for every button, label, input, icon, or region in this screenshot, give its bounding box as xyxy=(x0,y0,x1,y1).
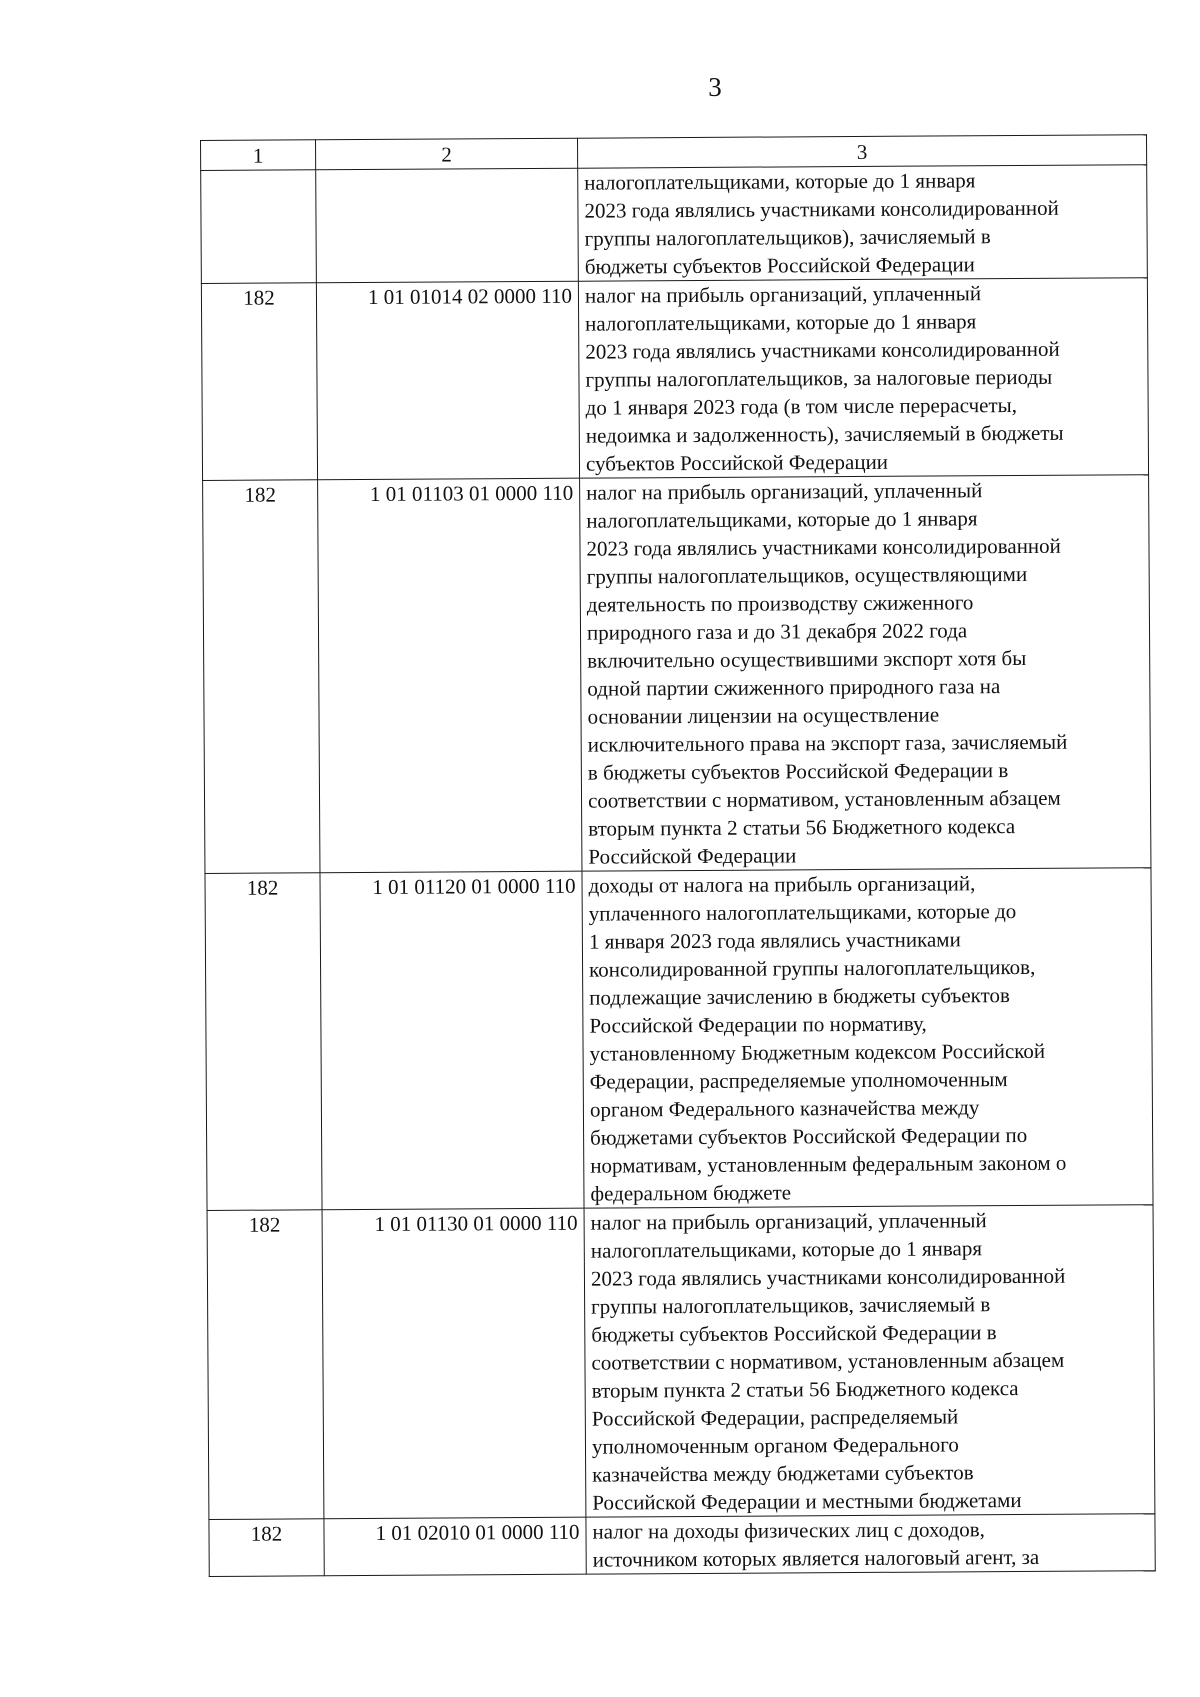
description-line: уполномоченным органом Федерального xyxy=(591,1432,959,1459)
description-line: группы налогоплательщиков), зачисляемый в xyxy=(584,224,991,251)
description-line: одной партии сжиженного природного газа на xyxy=(587,674,1001,701)
table-body xyxy=(201,165,1156,1577)
description-line: налогоплательщиками, которые до 1 января xyxy=(585,309,977,336)
description-line: установленному Бюджетным кодексом Российской xyxy=(589,1038,1046,1066)
description-line: соответствии с нормативом, установленным абзацем xyxy=(587,785,1061,813)
description-line: включительно осуществившими экспорт хотя бы xyxy=(587,645,1027,673)
header-col-2: 2 xyxy=(316,138,578,170)
description-line: налогоплательщиками, которые до 1 января xyxy=(590,1236,983,1263)
income-description-cell xyxy=(582,868,1153,1208)
admin-code-cell: 182 xyxy=(201,283,317,481)
description-line: органом Федерального казначейства между xyxy=(589,1095,980,1122)
description-line: Российской Федерации xyxy=(588,843,797,869)
description-line: Российской Федерации, распределяемый xyxy=(591,1404,959,1431)
description-line: соответствии с нормативом, установленным абзацем xyxy=(591,1347,1065,1375)
income-description-cell xyxy=(580,475,1151,871)
description-line: вторым пункта 2 статьи 56 Бюджетного кодекса xyxy=(588,814,1016,841)
description-line: группы налогоплательщиков, осуществляющими xyxy=(586,561,1028,589)
description-line: налог на прибыль организаций, уплаченный xyxy=(590,1208,987,1235)
table-row xyxy=(205,868,1153,1211)
income-code-cell: 1 01 01120 01 0000 110 xyxy=(320,871,584,1210)
description-line: источником которых является налоговый агент, за xyxy=(592,1544,1040,1572)
income-code-cell: 1 01 02010 01 0000 110 xyxy=(324,1517,586,1576)
description-line: 2023 года являлись участниками консолидированной xyxy=(584,195,1059,223)
description-line: бюджеты субъектов Российской Федерации в xyxy=(591,1320,997,1347)
description-line: налог на прибыль организаций, уплаченный xyxy=(584,281,982,308)
description-line: налогоплательщиками, которые до 1 января xyxy=(584,168,976,195)
income-description-cell xyxy=(578,278,1148,478)
description-line: 1 января 2023 года являлись участниками xyxy=(588,927,961,954)
table-row xyxy=(201,278,1148,481)
description-line: Российской Федерации и местными бюджетами xyxy=(592,1488,1022,1515)
income-classification-table xyxy=(200,134,1156,1577)
description-line: вторым пункта 2 статьи 56 Бюджетного кодекса xyxy=(591,1376,1019,1403)
header-col-3: 3 xyxy=(577,135,1146,168)
description-line: бюджетами субъектов Российской Федерации по xyxy=(590,1122,1028,1150)
description-line: до 1 января 2023 года (в том числе перерасчеты, xyxy=(585,393,1018,420)
description-line: налог на прибыль организаций, уплаченный xyxy=(586,478,983,505)
description-line: 2023 года являлись участниками консолидированной xyxy=(585,336,1060,364)
description-line: природного газа и до 31 декабря 2022 года xyxy=(586,618,968,645)
income-code-cell: 1 01 01103 01 0000 110 xyxy=(318,478,582,873)
description-line: Российской Федерации по нормативу, xyxy=(589,1011,927,1038)
header-col-1: 1 xyxy=(201,140,316,171)
admin-code-cell: 182 xyxy=(205,873,322,1211)
description-line: исключительного права на экспорт газа, зачисляемый xyxy=(587,729,1068,757)
description-line: консолидированной группы налогоплательщиков, xyxy=(589,954,1036,982)
admin-code-cell: 182 xyxy=(207,1210,324,1520)
description-line: нормативам, установленным федеральным законом о xyxy=(590,1150,1067,1178)
description-line: в бюджеты субъектов Российской Федерации в xyxy=(587,758,1009,785)
description-line: недоимка и задолженность), зачисляемый в бюджеты xyxy=(585,420,1064,448)
description-line: 2023 года являлись участниками консолидированной xyxy=(586,533,1061,561)
description-line: подлежащие зачислению в бюджеты субъектов xyxy=(589,983,1010,1010)
page-number: 3 xyxy=(708,72,722,102)
income-code-cell: 1 01 01130 01 0000 110 xyxy=(322,1208,586,1519)
description-line: доходы от налога на прибыль организаций, xyxy=(588,871,976,898)
admin-code-cell xyxy=(201,170,317,284)
description-line: уплаченного налогоплательщиками, которые до xyxy=(588,899,1017,926)
table-row xyxy=(201,165,1148,284)
description-line: Федерации, распределяемые уполномоченным xyxy=(589,1067,1008,1094)
description-line: основании лицензии на осуществление xyxy=(587,702,940,729)
table-row xyxy=(207,1205,1155,1520)
income-description-cell xyxy=(586,1514,1155,1574)
income-description-cell xyxy=(578,165,1148,281)
description-line: субъектов Российской Федерации xyxy=(585,449,889,476)
admin-code-cell: 182 xyxy=(203,480,320,874)
income-code-cell xyxy=(316,168,579,283)
description-line: группы налогоплательщиков, зачисляемый в xyxy=(591,1292,991,1319)
description-line: 2023 года являлись участниками консолидированной xyxy=(590,1263,1066,1291)
description-line: группы налогоплательщиков, за налоговые периоды xyxy=(585,364,1053,392)
admin-code-cell: 182 xyxy=(209,1519,324,1577)
table-row xyxy=(203,475,1151,874)
income-description-cell xyxy=(584,1205,1155,1517)
description-line: федеральном бюджете xyxy=(590,1180,792,1206)
description-line: налог на доходы физических лиц с доходов, xyxy=(592,1517,985,1544)
description-line: казначейства между бюджетами субъектов xyxy=(592,1460,974,1487)
description-line: налогоплательщиками, которые до 1 января xyxy=(586,506,978,533)
table-row xyxy=(209,1514,1155,1577)
income-code-cell: 1 01 01014 02 0000 110 xyxy=(316,281,579,480)
description-line: деятельность по производству сжиженного xyxy=(586,590,974,617)
description-line: бюджеты субъектов Российской Федерации xyxy=(584,252,975,279)
